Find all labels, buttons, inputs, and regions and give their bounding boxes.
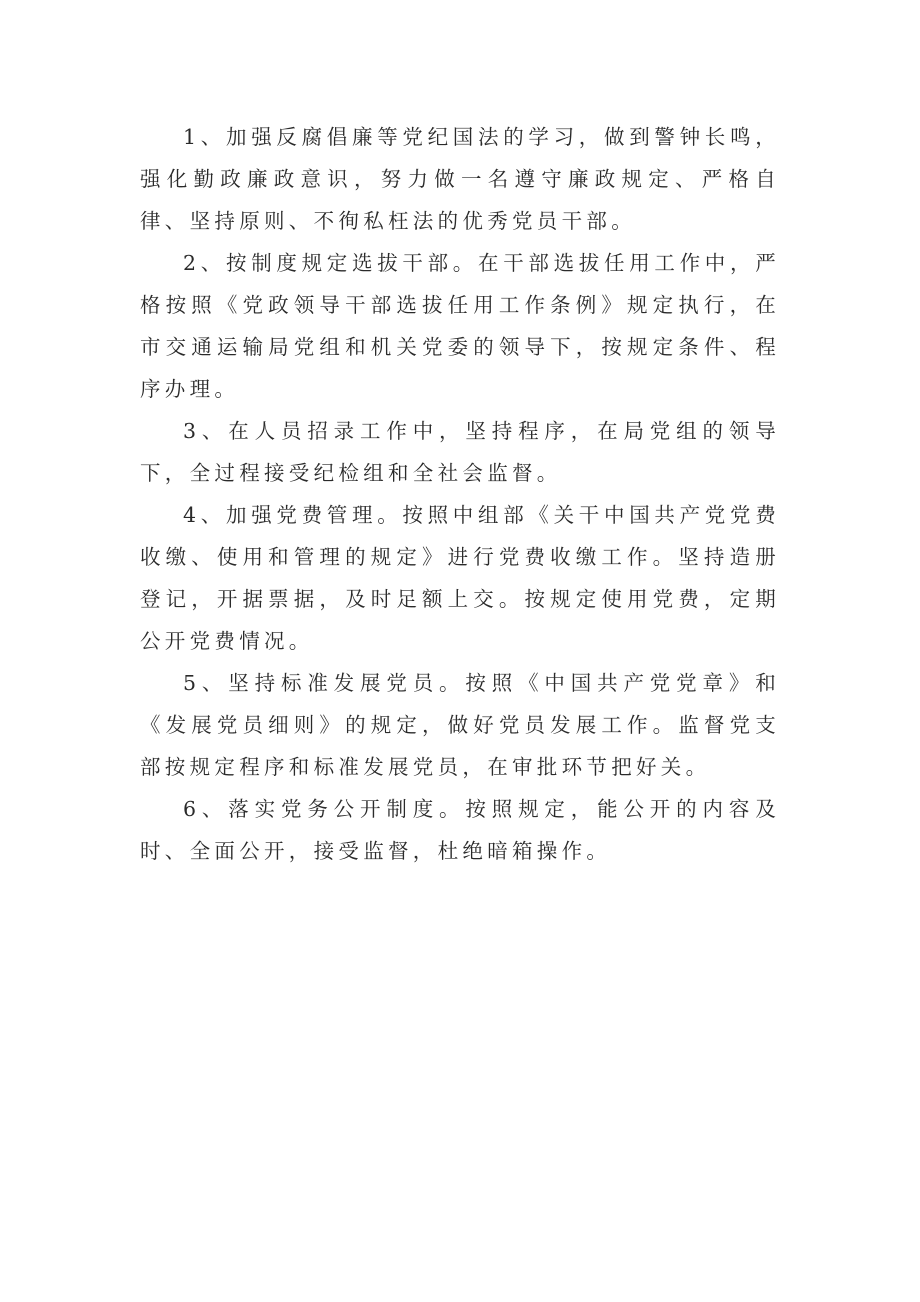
paragraph-5: 5、坚持标准发展党员。按照《中国共产党党章》和《发展党员细则》的规定，做好党员发展工作。监督党支部按规定程序和标准发展党员，在审批环节把好关。 — [140, 671, 780, 779]
document-body — [140, 116, 780, 872]
paragraph-3: 3、在人员招录工作中，坚持程序，在局党组的领导下，全过程接受纪检组和全社会监督。 — [140, 419, 780, 485]
paragraph-1: 1、加强反腐倡廉等党纪国法的学习，做到警钟长鸣，强化勤政廉政意识，努力做一名遵守廉政规定、严格自律、坚持原则、不徇私枉法的优秀党员干部。 — [140, 125, 780, 233]
paragraph-6: 6、落实党务公开制度。按照规定，能公开的内容及时、全面公开，接受监督，杜绝暗箱操作。 — [140, 797, 780, 863]
paragraph-4: 4、加强党费管理。按照中组部《关干中国共产党党费收缴、使用和管理的规定》进行党费收缴工作。坚持造册登记，开据票据，及时足额上交。按规定使用党费，定期公开党费情况。 — [140, 503, 780, 653]
paragraph-2: 2、按制度规定选拔干部。在干部选拔任用工作中，严格按照《党政领导干部选拔任用工作条例》规定执行，在市交通运输局党组和机关党委的领导下，按规定条件、程序办理。 — [140, 251, 780, 401]
